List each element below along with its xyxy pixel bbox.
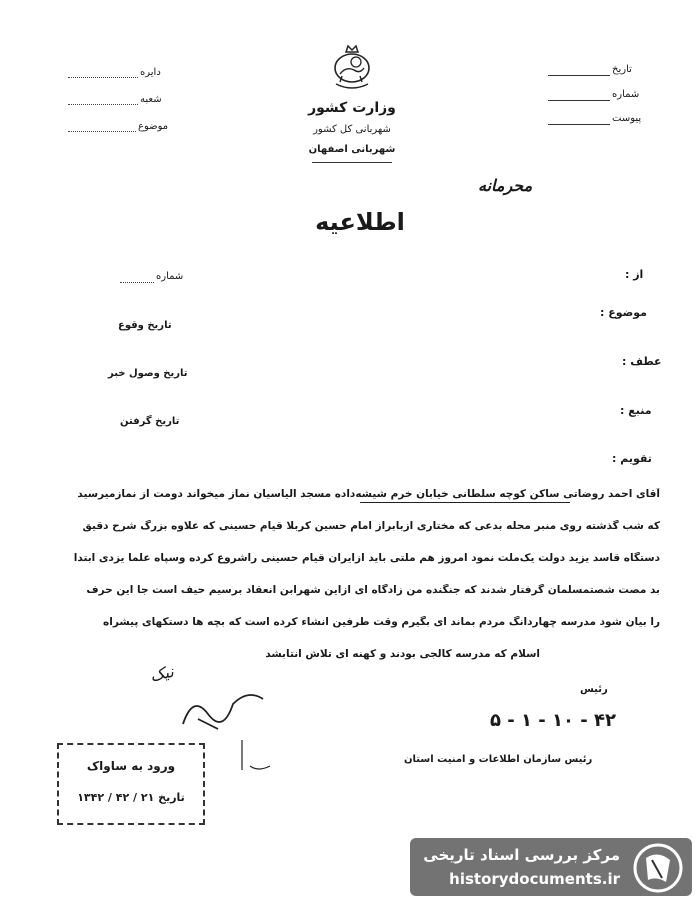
watermark-logo-icon: [632, 842, 684, 894]
header-shomare-line: [548, 100, 610, 101]
margin-mark-icon: [236, 736, 276, 776]
ministry-sub1: شهربانی کل کشور: [313, 124, 391, 135]
field-shomare-line: [120, 282, 154, 283]
field-atf-label: عطف :: [622, 355, 662, 368]
header-tarikh-label: تاریخ: [612, 64, 632, 75]
signature-title-top: رئیس: [580, 684, 608, 695]
ministry-sub2-underline: [312, 162, 392, 163]
body-line-6: اسلام که مدرسه کالجی بودند و کهنه ای تلاش انتابشد: [265, 648, 540, 660]
header-shobe-label: شعبه: [140, 94, 162, 105]
field-manba-label: منبع :: [620, 404, 652, 417]
field-mozu-label: موضوع :: [600, 306, 647, 319]
body-line-3: دستگاه قاسد یزید دولت یک‌ملت نمود امروز هم ملتی باید ازایران قیام حسینی راشروع کرده وسپاه علما یزدی ابتدا: [73, 552, 660, 564]
watermark-title: مرکز بررسی اسناد تاریخی: [423, 846, 620, 864]
stamp-line-1: ورود به ساواک: [86, 759, 176, 773]
ministry-name: وزارت کشور: [308, 100, 396, 116]
classification-label: محرمانه: [478, 176, 533, 195]
header-mozu-label: موضوع: [138, 121, 169, 132]
document-title: اطلاعیه: [315, 208, 405, 236]
field-shomare-label: شماره: [156, 271, 184, 282]
header-tarikh-line: [548, 75, 610, 76]
field-tarikh-vosul-label: تاریخ وصول خبر: [108, 368, 188, 379]
lion-and-sun-emblem-icon: [330, 44, 374, 96]
field-az-label: از :: [625, 268, 644, 281]
body-line-4: بد مصت شصتمسلمان گرفتار شدند که جنگنده من زادگاه ای ازاین شهرابن انعقاد برسیم حیف است جا این حرف: [86, 584, 660, 596]
body-line-5: را بیان شود مدرسه چهاردانگ مردم بماند ای بگیرم وقت طرفین انشاء کرده است که بچه ها دستکهای پیشراه: [103, 616, 660, 628]
signature-title: رئیس سازمان اطلاعات و امنیت استان: [404, 754, 593, 765]
stamp-line-2: تاریخ ۲۱ / ۴۲ / ۱۳۴۲: [77, 791, 185, 804]
marginal-note: نیک: [148, 661, 176, 686]
body-line-1-underline: [360, 502, 570, 503]
ministry-sub2: شهربانی اصفهان: [308, 144, 396, 155]
header-peyvast-line: [548, 124, 610, 125]
signature-date: ۵ - ۱ - ۱۰ - ۴۲: [490, 710, 616, 731]
field-taghvim-label: تقویم :: [612, 452, 652, 465]
header-dayere-label: دایره: [140, 67, 161, 78]
watermark-url: historydocuments.ir: [449, 870, 620, 888]
field-tarikh-gerefti-label: تاریخ گرفتن: [120, 416, 180, 427]
handwritten-signature-icon: [178, 684, 268, 734]
header-peyvast-label: پیوست: [612, 113, 642, 124]
header-mozu-line: [68, 131, 136, 132]
body-line-2: که شب گذشته روی منبر محله بدعی که مختاری ازبابراز امام حسین کربلا قیام حسینی که علاوه بزرگ شرح دقیق: [82, 520, 660, 532]
body-line-1: آقای احمد روضاتی ساکن کوچه سلطانی خیابان خرم شیشه‌داده مسجد الیاسیان نماز میخواند دومت از نمازمیرسید: [77, 488, 660, 500]
field-tarikh-voghu-label: تاریخ وقوع: [118, 320, 172, 331]
header-shomare-label: شماره: [612, 89, 640, 100]
header-dayere-line: [68, 77, 138, 78]
header-shobe-line: [68, 104, 138, 105]
receipt-stamp: [57, 743, 205, 825]
